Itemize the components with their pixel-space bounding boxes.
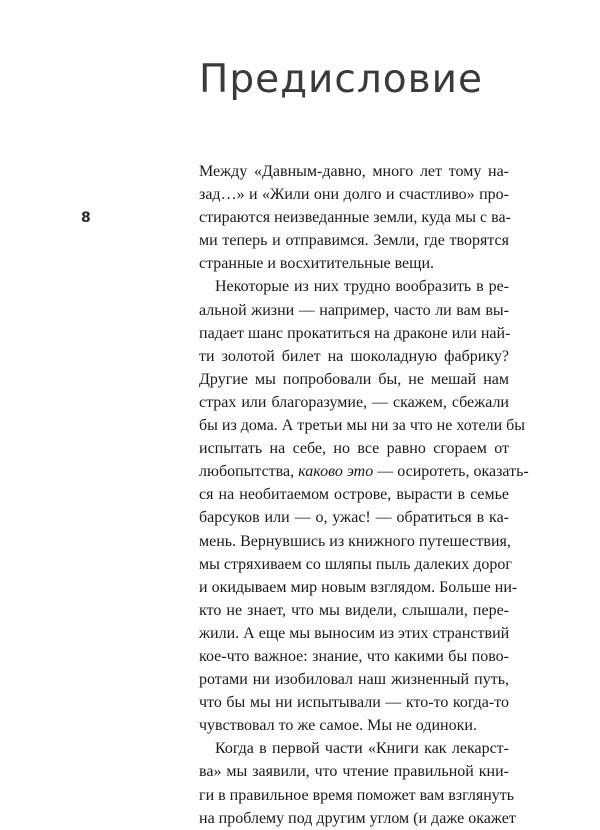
text-segment: ротами ни изобиловал наш жизненный путь, [199, 671, 509, 689]
text-line [199, 668, 509, 691]
text-line [199, 252, 509, 275]
text-segment: стираются неизведанные земли, куда мы с ва- [199, 209, 511, 227]
text-line [199, 460, 529, 483]
text-line [199, 714, 509, 737]
text-line [199, 183, 509, 206]
body-text [199, 160, 529, 830]
text-segment: страх или благоразумие, — скажем, сбежали [199, 393, 509, 411]
text-line [199, 506, 509, 529]
text-line [199, 691, 509, 714]
text-segment: бы из дома. А третьи мы ни за что не хотели бы [199, 417, 526, 435]
text-line [199, 760, 509, 783]
text-line [199, 807, 516, 830]
text-segment: что бы мы ни испытывали — кто-то когда-то [199, 694, 509, 712]
page-number: 8 [81, 210, 91, 226]
text-line [199, 645, 509, 668]
text-segment: ти золотой билет на шоколадную фабрику? [199, 347, 509, 365]
text-segment: чувствовал то же самое. Мы не одиноки. [199, 717, 477, 735]
text-line [199, 414, 526, 437]
text-segment: кое-что важное: знание, что какими бы пово- [199, 647, 509, 665]
text-segment: мы стряхиваем со шляпы пыль далеких дорог [199, 555, 512, 573]
text-segment: падает шанс прокатиться на драконе или най- [199, 324, 511, 342]
text-segment: на проблему под другим углом (и даже окажет [199, 809, 516, 827]
text-segment: ги в правильное время поможет вам взглянуть [199, 786, 515, 804]
text-line [199, 391, 509, 414]
text-segment: — осиротеть, оказать- [373, 463, 529, 481]
text-line [199, 229, 509, 252]
text-line [199, 784, 515, 807]
text-line [199, 737, 509, 760]
text-segment: Когда в первой части «Книги как лекарст- [215, 740, 509, 758]
text-segment: мень. Вернувшись из книжного путешествия, [199, 532, 511, 550]
text-segment: барсуков или — о, ужас! — обратиться в ка- [199, 509, 509, 527]
text-segment: Между «Давным-давно, много лет тому на- [199, 163, 509, 180]
text-line [199, 160, 509, 183]
text-segment: кто не знает, что мы видели, слышали, пере- [199, 601, 509, 619]
text-segment: любопытства, [199, 463, 299, 481]
text-line [199, 530, 509, 553]
text-line [199, 322, 509, 345]
text-segment: ми теперь и отправимся. Земли, где творятся [199, 232, 509, 250]
text-line [199, 483, 509, 506]
text-segment: ся на необитаемом острове, вырасти в семье [199, 486, 509, 504]
text-line [199, 622, 509, 645]
text-segment: испытать на себе, но все равно сгораем от [199, 440, 509, 458]
text-segment: Некоторые из них трудно вообразить в ре- [215, 278, 509, 296]
text-line [199, 345, 509, 368]
text-line [199, 206, 509, 229]
text-line [199, 576, 518, 599]
text-line [199, 368, 509, 391]
text-segment: и окидываем мир новым взглядом. Больше ни- [199, 578, 518, 596]
text-segment: странные и восхитительные вещи. [199, 255, 435, 273]
text-line [199, 299, 509, 322]
italic-emphasis: каково это [298, 463, 374, 481]
text-line [199, 553, 512, 576]
chapter-title: Предисловие [199, 57, 483, 102]
text-segment: альной жизни — например, часто ли вам вы- [199, 301, 509, 319]
text-line [199, 275, 509, 298]
text-segment: Другие мы попробовали бы, не мешай нам [199, 370, 509, 388]
text-segment: зад…» и «Жили они долго и счастливо» про- [199, 186, 509, 204]
text-line [199, 437, 509, 460]
text-segment: ва» мы заявили, что чтение правильной кни- [199, 763, 509, 781]
text-segment: жили. А еще мы выносим из этих странствий [199, 624, 510, 642]
text-line [199, 599, 509, 622]
